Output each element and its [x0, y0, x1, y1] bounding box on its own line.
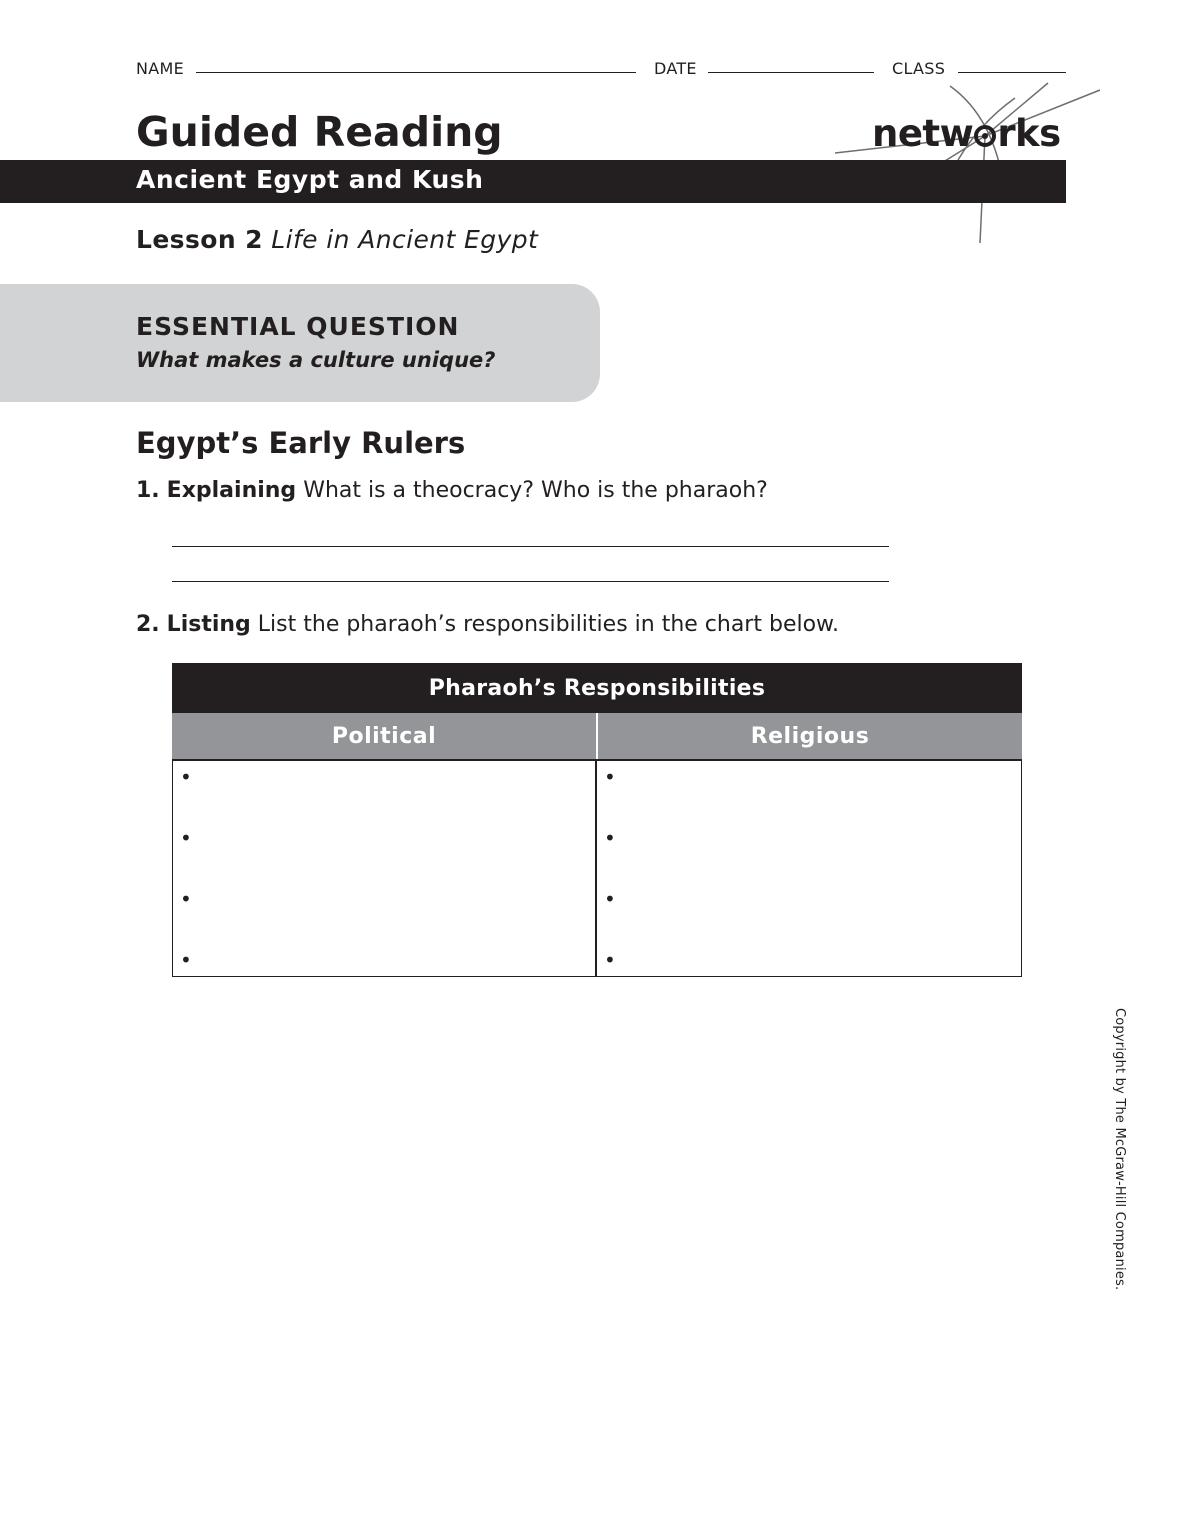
political-bullet[interactable]: • [180, 765, 192, 789]
responsibilities-table [172, 663, 1022, 977]
religious-bullet[interactable]: • [604, 765, 616, 789]
political-bullet[interactable]: • [180, 826, 192, 850]
networks-logo [872, 112, 1061, 155]
question-text: What is a theocracy? Who is the pharaoh? [303, 478, 768, 503]
class-field[interactable] [958, 72, 1066, 73]
name-field[interactable] [196, 72, 636, 73]
essential-question-box [0, 284, 600, 402]
column-divider [595, 759, 597, 977]
logo-target-icon [974, 125, 996, 147]
political-bullet[interactable]: • [180, 887, 192, 911]
lesson-heading [136, 225, 538, 254]
essential-question-heading: ESSENTIAL QUESTION [136, 312, 460, 341]
lesson-label: Lesson 2 [136, 225, 263, 254]
logo-text-start: netw [872, 112, 974, 155]
date-field[interactable] [708, 72, 874, 73]
question-2 [136, 612, 839, 637]
question-1 [136, 478, 768, 503]
answer-line-1[interactable] [172, 546, 889, 547]
table-body [172, 759, 1022, 977]
class-label: CLASS [892, 59, 946, 78]
name-label: NAME [136, 59, 185, 78]
essential-question-text: What makes a culture unique? [136, 348, 496, 372]
copyright-notice: Copyright by The McGraw-Hill Companies. [1112, 1008, 1127, 1291]
question-number: 2. [136, 612, 160, 637]
chapter-title: Ancient Egypt and Kush [136, 165, 484, 194]
table-title: Pharaoh’s Responsibilities [172, 663, 1022, 713]
religious-bullet[interactable]: • [604, 826, 616, 850]
date-label: DATE [654, 59, 697, 78]
political-bullet[interactable]: • [180, 948, 192, 972]
answer-line-2[interactable] [172, 581, 889, 582]
question-keyword: Listing [166, 612, 251, 637]
page-title: Guided Reading [136, 108, 503, 156]
question-number: 1. [136, 478, 160, 503]
religious-bullet[interactable]: • [604, 887, 616, 911]
column-header-political: Political [172, 713, 596, 759]
column-header-religious: Religious [598, 713, 1022, 759]
section-heading: Egypt’s Early Rulers [136, 426, 466, 460]
logo-text-end: rks [997, 112, 1061, 155]
religious-bullet[interactable]: • [604, 948, 616, 972]
question-text: List the pharaoh’s responsibilities in the chart below. [257, 612, 840, 637]
question-keyword: Explaining [166, 478, 297, 503]
lesson-title: Life in Ancient Egypt [271, 225, 539, 254]
